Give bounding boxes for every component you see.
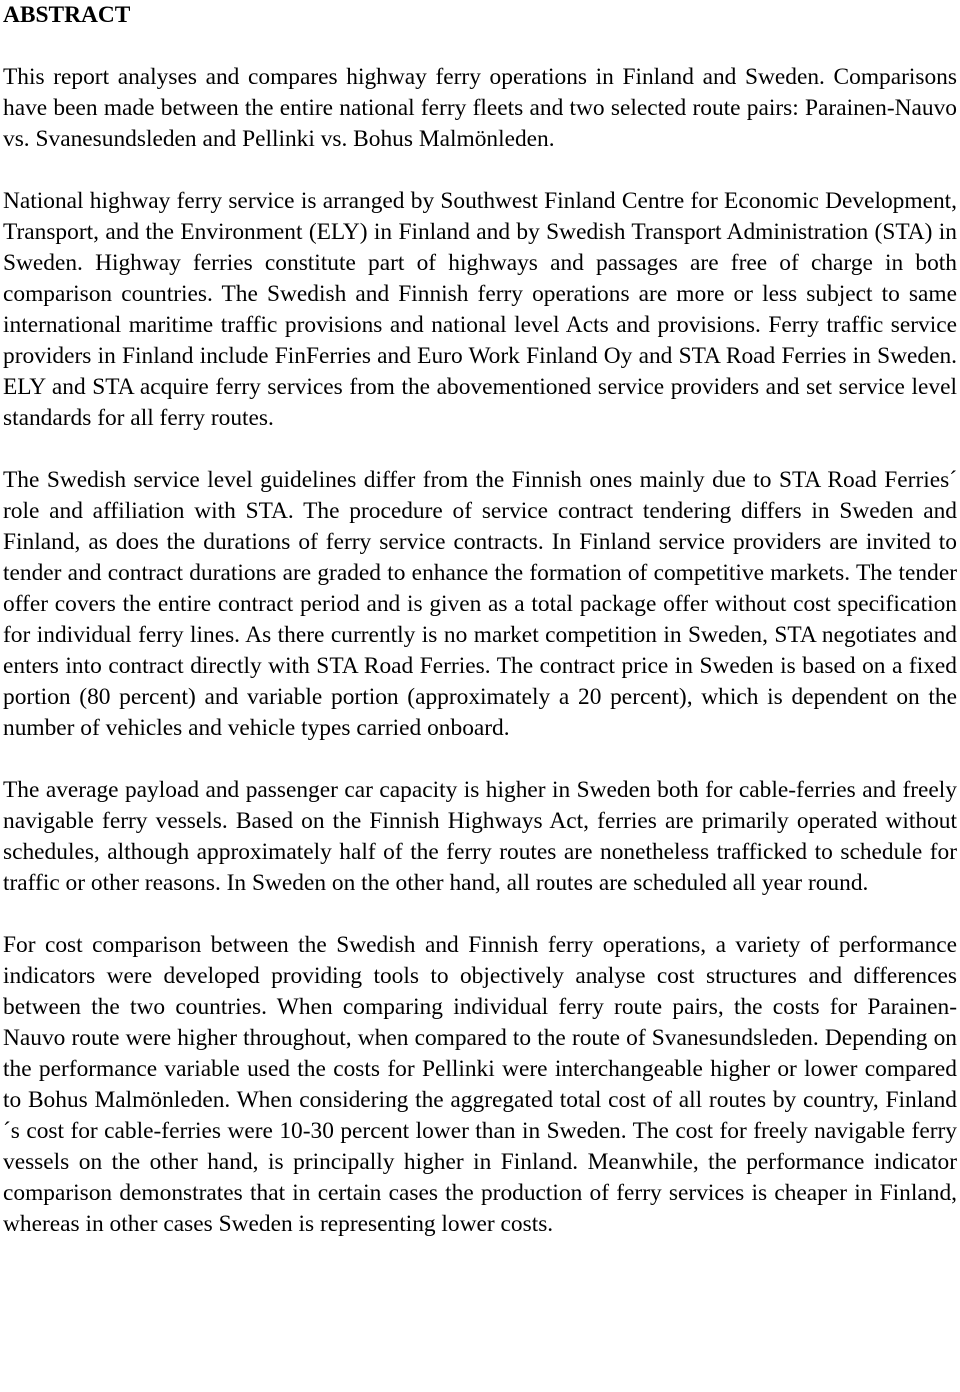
abstract-paragraph-2: National highway ferry service is arranged by Southwest Finland Centre for Economic Development, Transport, and the Environment (ELY) in Finland and by Swedish Transport Administration (STA) in Sweden. Highway ferries constitute part of highways and passages are free of charge in both comparison countries. The Swedish and Finnish ferry operations are more or less subject to same international maritime traffic provisions and national level Acts and provisions. Ferry traffic service providers in Finland include FinFerries and Euro Work Finland Oy and STA Road Ferries in Sweden. ELY and STA acquire ferry services from the abovementioned service providers and set service level standards for all ferry routes. [3,188,957,431]
abstract-heading: ABSTRACT [3,2,131,28]
abstract-paragraph-4: The average payload and passenger car capacity is higher in Sweden both for cable-ferries and freely navigable ferry vessels. Based on the Finnish Highways Act, ferries are primarily operated without schedules, although approximately half of the ferry routes are nonetheless trafficked to schedule for traffic or other reasons. In Sweden on the other hand, all routes are scheduled all year round. [3,777,957,896]
abstract-paragraph-5: For cost comparison between the Swedish and Finnish ferry operations, a variety of performance indicators were developed providing tools to objectively analyse cost structures and differences between the two countries. When comparing individual ferry route pairs, the costs for Parainen-Nauvo route were higher throughout, when compared to the route of Svanesundsleden. Depending on the performance variable used the costs for Pellinki were interchangeable higher or lower compared to Bohus Malmönleden. When considering the aggregated total cost of all routes by country, Finland´s cost for cable-ferries were 10-30 percent lower than in Sweden. The cost for freely navigable ferry vessels on the other hand, is principally higher in Finland. Meanwhile, the performance indicator comparison demonstrates that in certain cases the production of ferry services is cheaper in Finland, whereas in other cases Sweden is representing lower costs. [3,932,957,1237]
abstract-paragraph-3: The Swedish service level guidelines differ from the Finnish ones mainly due to STA Road Ferries´ role and affiliation with STA. The procedure of service contract tendering differs in Sweden and Finland, as does the durations of ferry service contracts. In Finland service providers are invited to tender and contract durations are graded to enhance the formation of competitive markets. The tender offer covers the entire contract period and is given as a total package offer without cost specification for individual ferry lines. As there currently is no market competition in Sweden, STA negotiates and enters into contract directly with STA Road Ferries. The contract price in Sweden is based on a fixed portion (80 percent) and variable portion (approximately a 20 percent), which is dependent on the number of vehicles and vehicle types carried onboard. [3,467,957,741]
abstract-paragraph-1: This report analyses and compares highway ferry operations in Finland and Sweden. Comparisons have been made between the entire national ferry fleets and two selected route pairs: Parainen-Nauvo vs. Svanesundsleden and Pellinki vs. Bohus Malmönleden. [3,64,957,152]
abstract-page [3,0,957,1240]
